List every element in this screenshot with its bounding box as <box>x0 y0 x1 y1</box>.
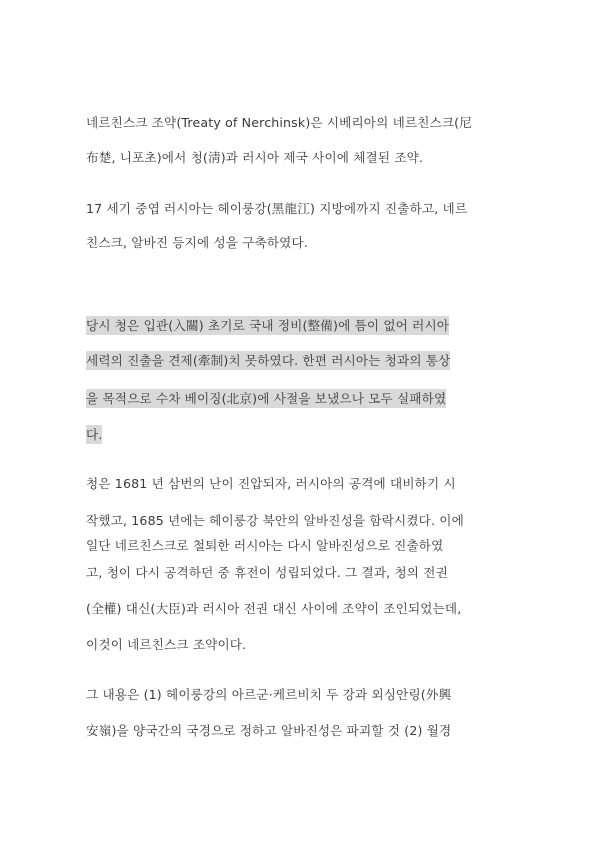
paragraph-4-line-1: 청은 1681 년 삼번의 난이 진압되자, 러시아의 공격에 대비하기 시 <box>86 476 456 491</box>
paragraph-2-line-2: 친스크, 알바진 등지에 성을 구축하였다. <box>86 235 308 250</box>
paragraph-4-line-6: 이것이 네르친스크 조약이다. <box>86 637 247 652</box>
highlighted-text: 세력의 진출을 견제(牽制)치 못하였다. 한편 러시아는 청과의 통상 <box>86 353 451 368</box>
paragraph-5-line-1: 그 내용은 (1) 헤이룽강의 아르군·케르비치 두 강과 외싱안링(外興 <box>86 687 452 702</box>
paragraph-4-line-4: 고, 청이 다시 공격하던 중 휴전이 성립되었다. 그 결과, 청의 전권 <box>86 565 448 580</box>
paragraph-3-line-2 <box>86 352 450 370</box>
paragraph-3-line-1 <box>86 317 449 335</box>
highlighted-text: 당시 청은 입관(入關) 초기로 국내 정비(整備)에 틈이 없어 러시아 <box>86 318 450 333</box>
highlighted-text: 다. <box>86 427 103 442</box>
paragraph-4-line-3: 일단 네르친스크로 철퇴한 러시아는 다시 알바진성으로 진출하였 <box>86 538 444 553</box>
paragraph-1-line-2: 布楚, 니포초)에서 청(淸)과 러시아 제국 사이에 체결된 조약. <box>86 150 424 165</box>
paragraph-1-line-1: 네르친스크 조약(Treaty of Nerchinsk)은 시베리아의 네르친스크(尼 <box>86 115 472 130</box>
paragraph-3-line-4 <box>86 426 102 444</box>
paragraph-3-line-3 <box>86 390 446 408</box>
paragraph-4-line-5: (全權) 대신(大臣)과 러시아 전권 대신 사이에 조약이 조인되었는데, <box>86 601 462 616</box>
highlighted-text: 을 목적으로 수차 베이징(北京)에 사절을 보냈으나 모두 실패하였 <box>86 391 447 406</box>
paragraph-2-line-1: 17 세기 중엽 러시아는 헤이룽강(黑龍江) 지방에까지 진출하고, 네르 <box>86 201 468 216</box>
paragraph-5-line-2: 安嶺)을 양국간의 국경으로 정하고 알바진성은 파괴할 것 (2) 월경 <box>86 723 452 738</box>
paragraph-4-line-2: 작했고, 1685 년에는 헤이룽강 북안의 알바진성을 함락시켰다. 이에 <box>86 513 464 528</box>
